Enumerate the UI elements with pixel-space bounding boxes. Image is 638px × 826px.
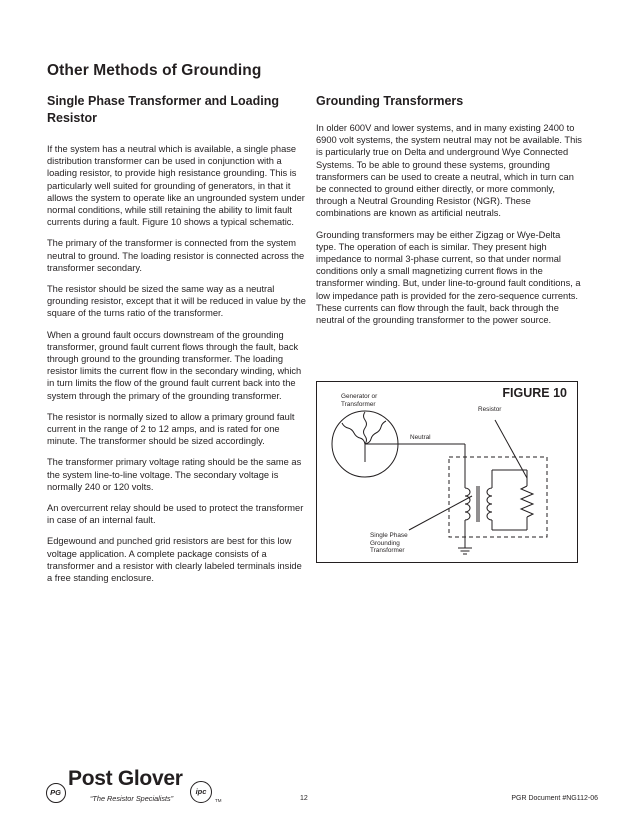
- paragraph: The resistor should be sized the same way as a neutral grounding resistor, except that it will be reduced in value by the square of the turns ratio of the transformer.: [47, 284, 306, 319]
- page-number: 12: [300, 795, 308, 802]
- loading-resistor: [521, 486, 533, 517]
- wye-winding: [364, 412, 367, 444]
- pg-badge-icon: [46, 783, 66, 803]
- page-title: Other Methods of Grounding: [47, 62, 262, 79]
- left-column: [47, 93, 309, 593]
- ipc-text: ipc: [195, 787, 207, 796]
- transformer-primary-coil: [465, 488, 470, 520]
- figure-10-schematic: [316, 381, 578, 563]
- logo-tagline: “The Resistor Specialists”: [90, 794, 174, 803]
- wye-winding: [365, 421, 386, 444]
- right-column: [316, 93, 582, 335]
- enclosure-outline: [449, 457, 547, 537]
- label-line: Single Phase: [370, 532, 408, 539]
- paragraph: An overcurrent relay should be used to protect the transformer in case of an internal fault.: [47, 503, 304, 526]
- label-line: Generator or: [341, 393, 378, 400]
- schematic-diagram: [317, 382, 579, 564]
- generator-label: [341, 393, 377, 408]
- resistor-label: Resistor: [478, 406, 502, 413]
- section-heading-single-phase: Single Phase Transformer and Loading Resistor: [47, 94, 279, 125]
- transformer-secondary-coil: [487, 488, 492, 520]
- section-heading-grounding-transformers: Grounding Transformers: [316, 94, 464, 108]
- transformer-label: [370, 532, 408, 555]
- paragraph: The transformer primary voltage rating should be the same as the system line-to-line voltage. The secondary voltage is normally 240 or 120 volts.: [47, 457, 302, 492]
- post-glover-logo: [40, 767, 240, 807]
- logo-name: Post Glover: [68, 767, 183, 790]
- document-number: PGR Document #NG112-06: [511, 795, 598, 802]
- paragraph: If the system has a neutral which is available, a single phase distribution transformer can be used in conjunction with a loading resistor, to provide high resistance grounding. This is particularly well suited for grounding of generators, in that it allows the system to operate like an ungrounded system under normal conditions, while still retaining the ability to limit fault currents during a fault. Figure 10 shows a typical schematic.: [47, 144, 305, 228]
- label-line: Transformer: [370, 547, 405, 555]
- paragraph: Edgewound and punched grid resistors are best for this low voltage application. A complete package consists of a transformer and a resistor with clearly labeled terminals inside a free standing enclosure.: [47, 536, 302, 584]
- paragraph: The primary of the transformer is connected from the system neutral to ground. The loading resistor is connected across the transformer secondary.: [47, 238, 305, 273]
- paragraph: In older 600V and lower systems, and in many existing 2400 to 6900 volt systems, the system neutral may not be available. This is particularly true on Delta and underground Wye Connected Systems. To be able to ground these systems, grounding transformers can be used to create a neutral, which in turn can be connected to ground either directly, or more commonly, through a Neutral Grounding Resistor (NGR). These combinations are known as artificial neutrals.: [316, 123, 582, 219]
- paragraph: Grounding transformers may be either Zigzag or Wye-Delta type. The operation of each is similar. They present high impedance to normal 3-phase current, so that under normal conditions only a small magnetizing current flows in the transformer winding. But, under line-to-ground fault conditions, a low impedance path is provided for the zero-sequence currents. These currents can flow through the fault, back through the neutral of the grounding transformer to the power source.: [316, 229, 581, 326]
- resistor-leader: [495, 420, 527, 478]
- figure-title: FIGURE 10: [502, 386, 567, 400]
- pg-badge-text: PG: [50, 788, 61, 797]
- label-line: Grounding: [370, 539, 400, 547]
- transformer-leader: [409, 496, 472, 530]
- neutral-label: Neutral: [410, 434, 431, 441]
- paragraph: When a ground fault occurs downstream of the grounding transformer, ground fault current flows through the fault, back through ground to the grounding transformer. The loading resistor limits the current flow in the secondary winding, which in turn limits the flow of the ground fault current back into the system through the primary of the grounding transformer.: [47, 329, 302, 401]
- trademark-mark: TM: [215, 798, 222, 803]
- paragraph: The resistor is normally sized to allow a primary ground fault current in the range of 2 to 12 amps, and is rated for one minute. The transformer should be sized accordingly.: [47, 411, 295, 447]
- label-line: Transformer: [341, 400, 376, 408]
- wye-winding: [342, 423, 365, 444]
- ipc-badge-icon: [190, 781, 212, 803]
